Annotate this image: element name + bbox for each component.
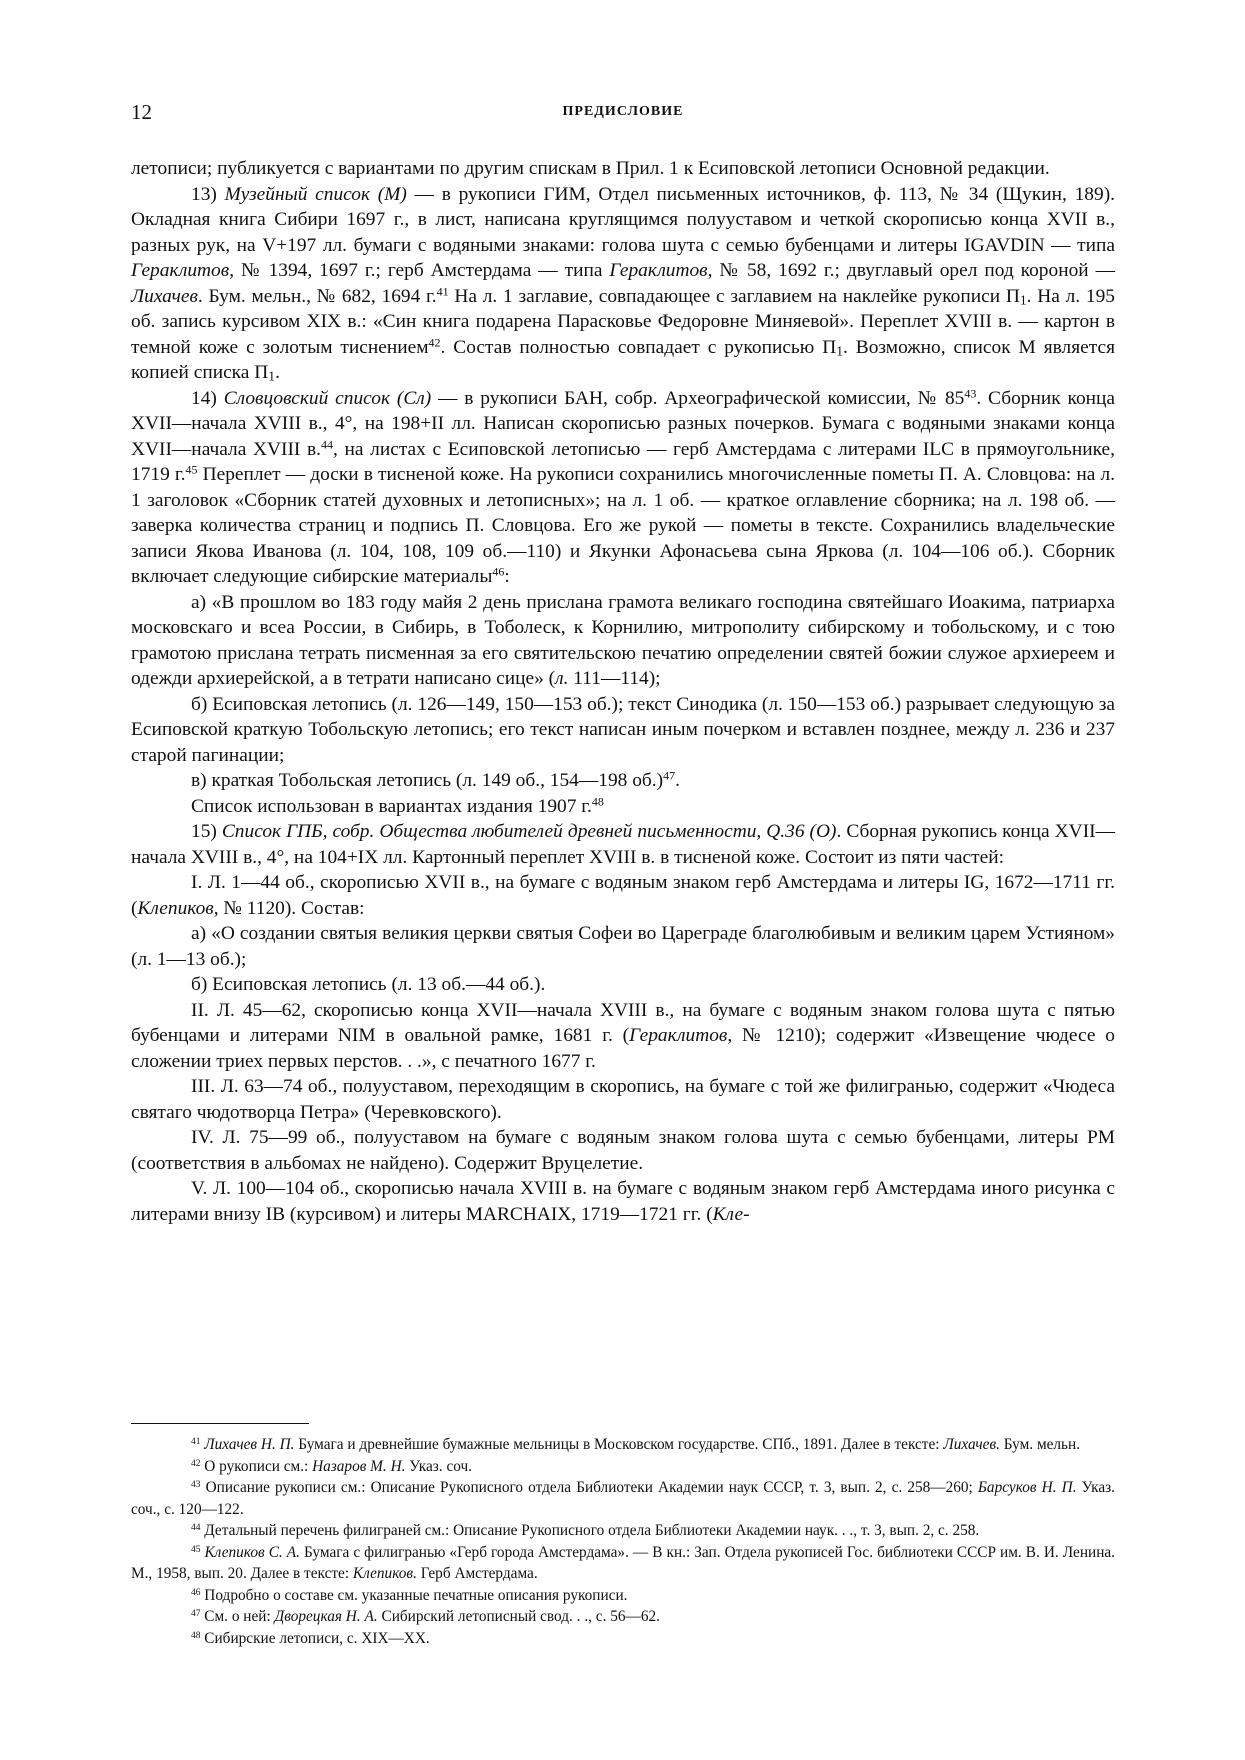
footnote-ref[interactable]: 47: [663, 768, 676, 783]
paragraph-part-3: III. Л. 63—74 об., полууставом, переходящим в скоропись, на бумаге с той же филигранью, содержит «Чюдеса святаго чюдотворца Петра» (Черевковского).: [131, 1076, 1115, 1123]
paragraph-item-v: в) краткая Тобольская летопись (л. 149 об., 154—198 об.)$^{47}$.: [191, 768, 680, 791]
footnote-45: $^{45}$ Клепиков С. А. Бумага с филигранью «Герб города Амстердама». — В кн.: Зап. Отдела рукописей Гос. библиотеки СССР им. В. И. Ленина. М., 1958, вып. 20. Далее в тексте: Клепиков. Герб Амстердама.: [131, 1543, 1115, 1582]
paragraph-continuation: летописи; публикуется с вариантами по другим спискам в Прил. 1 к Есиповской летописи Основной редакции.: [131, 158, 1050, 179]
footnote-41: $^{41}$ Лихачев Н. П. Бумага и древнейшие бумажные мельницы в Московском государстве. СПб., 1891. Далее в тексте: Лихачев. Бум. мельн.: [191, 1436, 1081, 1453]
paragraph-part-1: I. Л. 1—44 об., скорописью XVII в., на бумаге с водяным знаком герб Амстердама и литеры IG, 1672—1711 гг. (Клепиков, № 1120). Состав:: [131, 872, 1115, 919]
paragraph-museum-list: 13) Музейный список (М) — в рукописи ГИМ, Отдел письменных источников, ф. 113, № 34 (Щукин, 189). Окладная книга Сибири 1697 г., в лист, написана круглящимся полууставом и четкой скорописью конца XVII в., разных рук, на V+197 лл. бумаги с водяными знаками: голова шута с семью бубенцами и литеры IGAVDIN — типа Гераклитов, № 1394, 1697 г.; герб Амстердама — типа Гераклитов, № 58, 1692 г.; двуглавый орел под короной — Лихачев. Бум. мельн., № 682, 1694 г.$^{41}$ На л. 1 заглавие, совпадающее с заглавием на наклейке рукописи $П_1$. На л. 195 об. запись курсивом XIX в.: «Син книга подарена Парасковье Федоровне Миняевой». Переплет XVIII в. — картон в темной коже с золотым тиснением$^{42}$. Состав полностью совпадает с рукописью $П_1$. Возможно, список М является копией списка $П_1$.: [131, 183, 1116, 384]
paragraph-edition-note: Список использован в вариантах издания 1907 г.$^{48}$: [191, 793, 604, 817]
paragraph-part-1-a: а) «О создании святыя великия церкви святыя Софеи во Цареграде благолюбивым и великим царем Устияном» (л. 1—13 об.);: [131, 923, 1115, 970]
page-header: [131, 100, 1115, 124]
footnote-ref[interactable]: 42: [428, 334, 441, 349]
page-number: 12: [131, 100, 152, 124]
paragraph-slovtsov-list: 14) Словцовский список (Сл) — в рукописи БАН, собр. Археографической комиссии, № $85^{43}$. Сборник конца XVII—начала XVIII в., 4°, на 198+II лл. Написан скорописью разных почерков. Бумага с водяными знаками конца XVII—начала XVIII в.$^{44}$, на листах с Есиповской летописью — герб Амстердама с литерами ILC в прямоугольнике, 1719 г.$^{45}$ Переплет — доски в тисненой коже. На рукописи сохранились многочисленные пометы П. А. Словцова: на л. 1 заголовок «Сборник статей духовных и летописных»; на л. 1 об. — краткое оглавление сборника; на л. 198 об. — заверка количества страниц и подпись П. Словцова. Его же рукой — пометы в тексте. Сохранились владельческие записи Якова Иванова (л. 104, 108, 109 об.—110) и Якунки Афонасьева сына Яркова (л. 104—106 об.). Сборник включает следующие сибирские материалы$^{46}$:: [131, 385, 1116, 587]
footnote-46: $^{46}$ Подробно о составе см. указанные печатные описания рукописи.: [191, 1586, 628, 1604]
paragraph-part-1-b: б) Есиповская летопись (л. 13 об.—44 об.).: [191, 974, 546, 995]
footnote-44: $^{44}$ Детальный перечень филиграней см.: Описание Рукописного отдела Библиотеки Академии наук. . ., т. 3, вып. 2, с. 258.: [191, 1522, 980, 1539]
footnotes: [131, 1434, 1115, 1649]
footnote-ref[interactable]: 46: [492, 564, 505, 579]
paragraph-part-5: V. Л. 100—104 об., скорописью начала XVIII в. на бумаге с водяным знаком герб Амстердама иного рисунка с литерами внизу IB (курсивом) и литеры MARCHAIX, 1719—1721 гг. (Кле-: [131, 1178, 1115, 1225]
paragraph-part-4: IV. Л. 75—99 об., полууставом на бумаге с водяным знаком голова шута с семью бубенцами, литеры PM (соответствия в альбомах не найдено). Содержит Вруцелетие.: [131, 1127, 1115, 1174]
paragraph-item-a: а) «В прошлом во 183 году майя 2 день прислана грамота великаго господина святейшаго Иоакима, патриарха московскаго и всеа России, в Сибирь, в Тоболеск, к Корнилию, митрополиту сибирскому и тобольскому, и с тою грамотою прислана тетрать писменная за его святительскою печатию определении святей божии служое архиереем и одежди архиерейской, а в тетрати написано сице» (л. 111—114);: [131, 591, 1115, 689]
footnote-48: $^{48}$ Сибирские летописи, с. XIX—XX.: [191, 1629, 430, 1647]
paragraph-item-b: б) Есиповская летопись (л. 126—149, 150—153 об.); текст Синодика (л. 150—153 об.) разрывает следующую за Есиповской краткую Тобольскую летопись; его текст написан иным почерком и вставлен позднее, между л. 236 и 237 старой пагинации;: [131, 693, 1115, 766]
footnote-43: $^{43}$ Описание рукописи см.: Описание Рукописного отдела Библиотеки Академии наук СССР, т. 3, вып. 2, с. 258—260; Барсуков Н. П. Указ. соч., с. 120—122.: [131, 1479, 1116, 1518]
footnote-ref[interactable]: 43: [964, 385, 977, 400]
footnote-ref[interactable]: 48: [591, 793, 604, 808]
footnote-42: $^{42}$ О рукописи см.: Назаров М. Н. Указ. соч.: [191, 1457, 473, 1475]
list-title: Музейный список (М): [224, 183, 407, 205]
footnote-ref[interactable]: 41: [436, 283, 449, 298]
footnote-ref[interactable]: 44: [321, 436, 334, 451]
paragraph-gpb-list: 15) Список ГПБ, собр. Общества любителей древней письменности, Q.36 (О). Сборная рукопись конца XVII—начала XVIII в., 4°, на 104+IX лл. Картонный переплет XVIII в. в тисненой коже. Состоит из пяти частей:: [131, 821, 1115, 868]
list-title: Словцовский список (Сл): [223, 387, 432, 409]
footnote-ref[interactable]: 45: [185, 462, 198, 477]
running-title: ПРЕДИСЛОВИЕ: [562, 104, 684, 119]
paragraph-part-2: II. Л. 45—62, скорописью конца XVII—начала XVIII в., на бумаге с водяным знаком голова шута с пятью бубенцами и литерами NIM в овальной рамке, 1681 г. (Гераклитов, № 1210); содержит «Извещение чюдесе о сложении триех первых перстов. . .», с печатного 1677 г.: [131, 999, 1115, 1072]
list-title: Список ГПБ, собр. Общества любителей древней письменности, Q.36 (О): [221, 821, 837, 842]
footnote-47: $^{47}$ См. о ней: Дворецкая Н. А. Сибирский летописный свод. . ., с. 56—62.: [191, 1608, 660, 1625]
main-text: [131, 156, 1115, 1227]
footnote-separator: [131, 1423, 309, 1424]
